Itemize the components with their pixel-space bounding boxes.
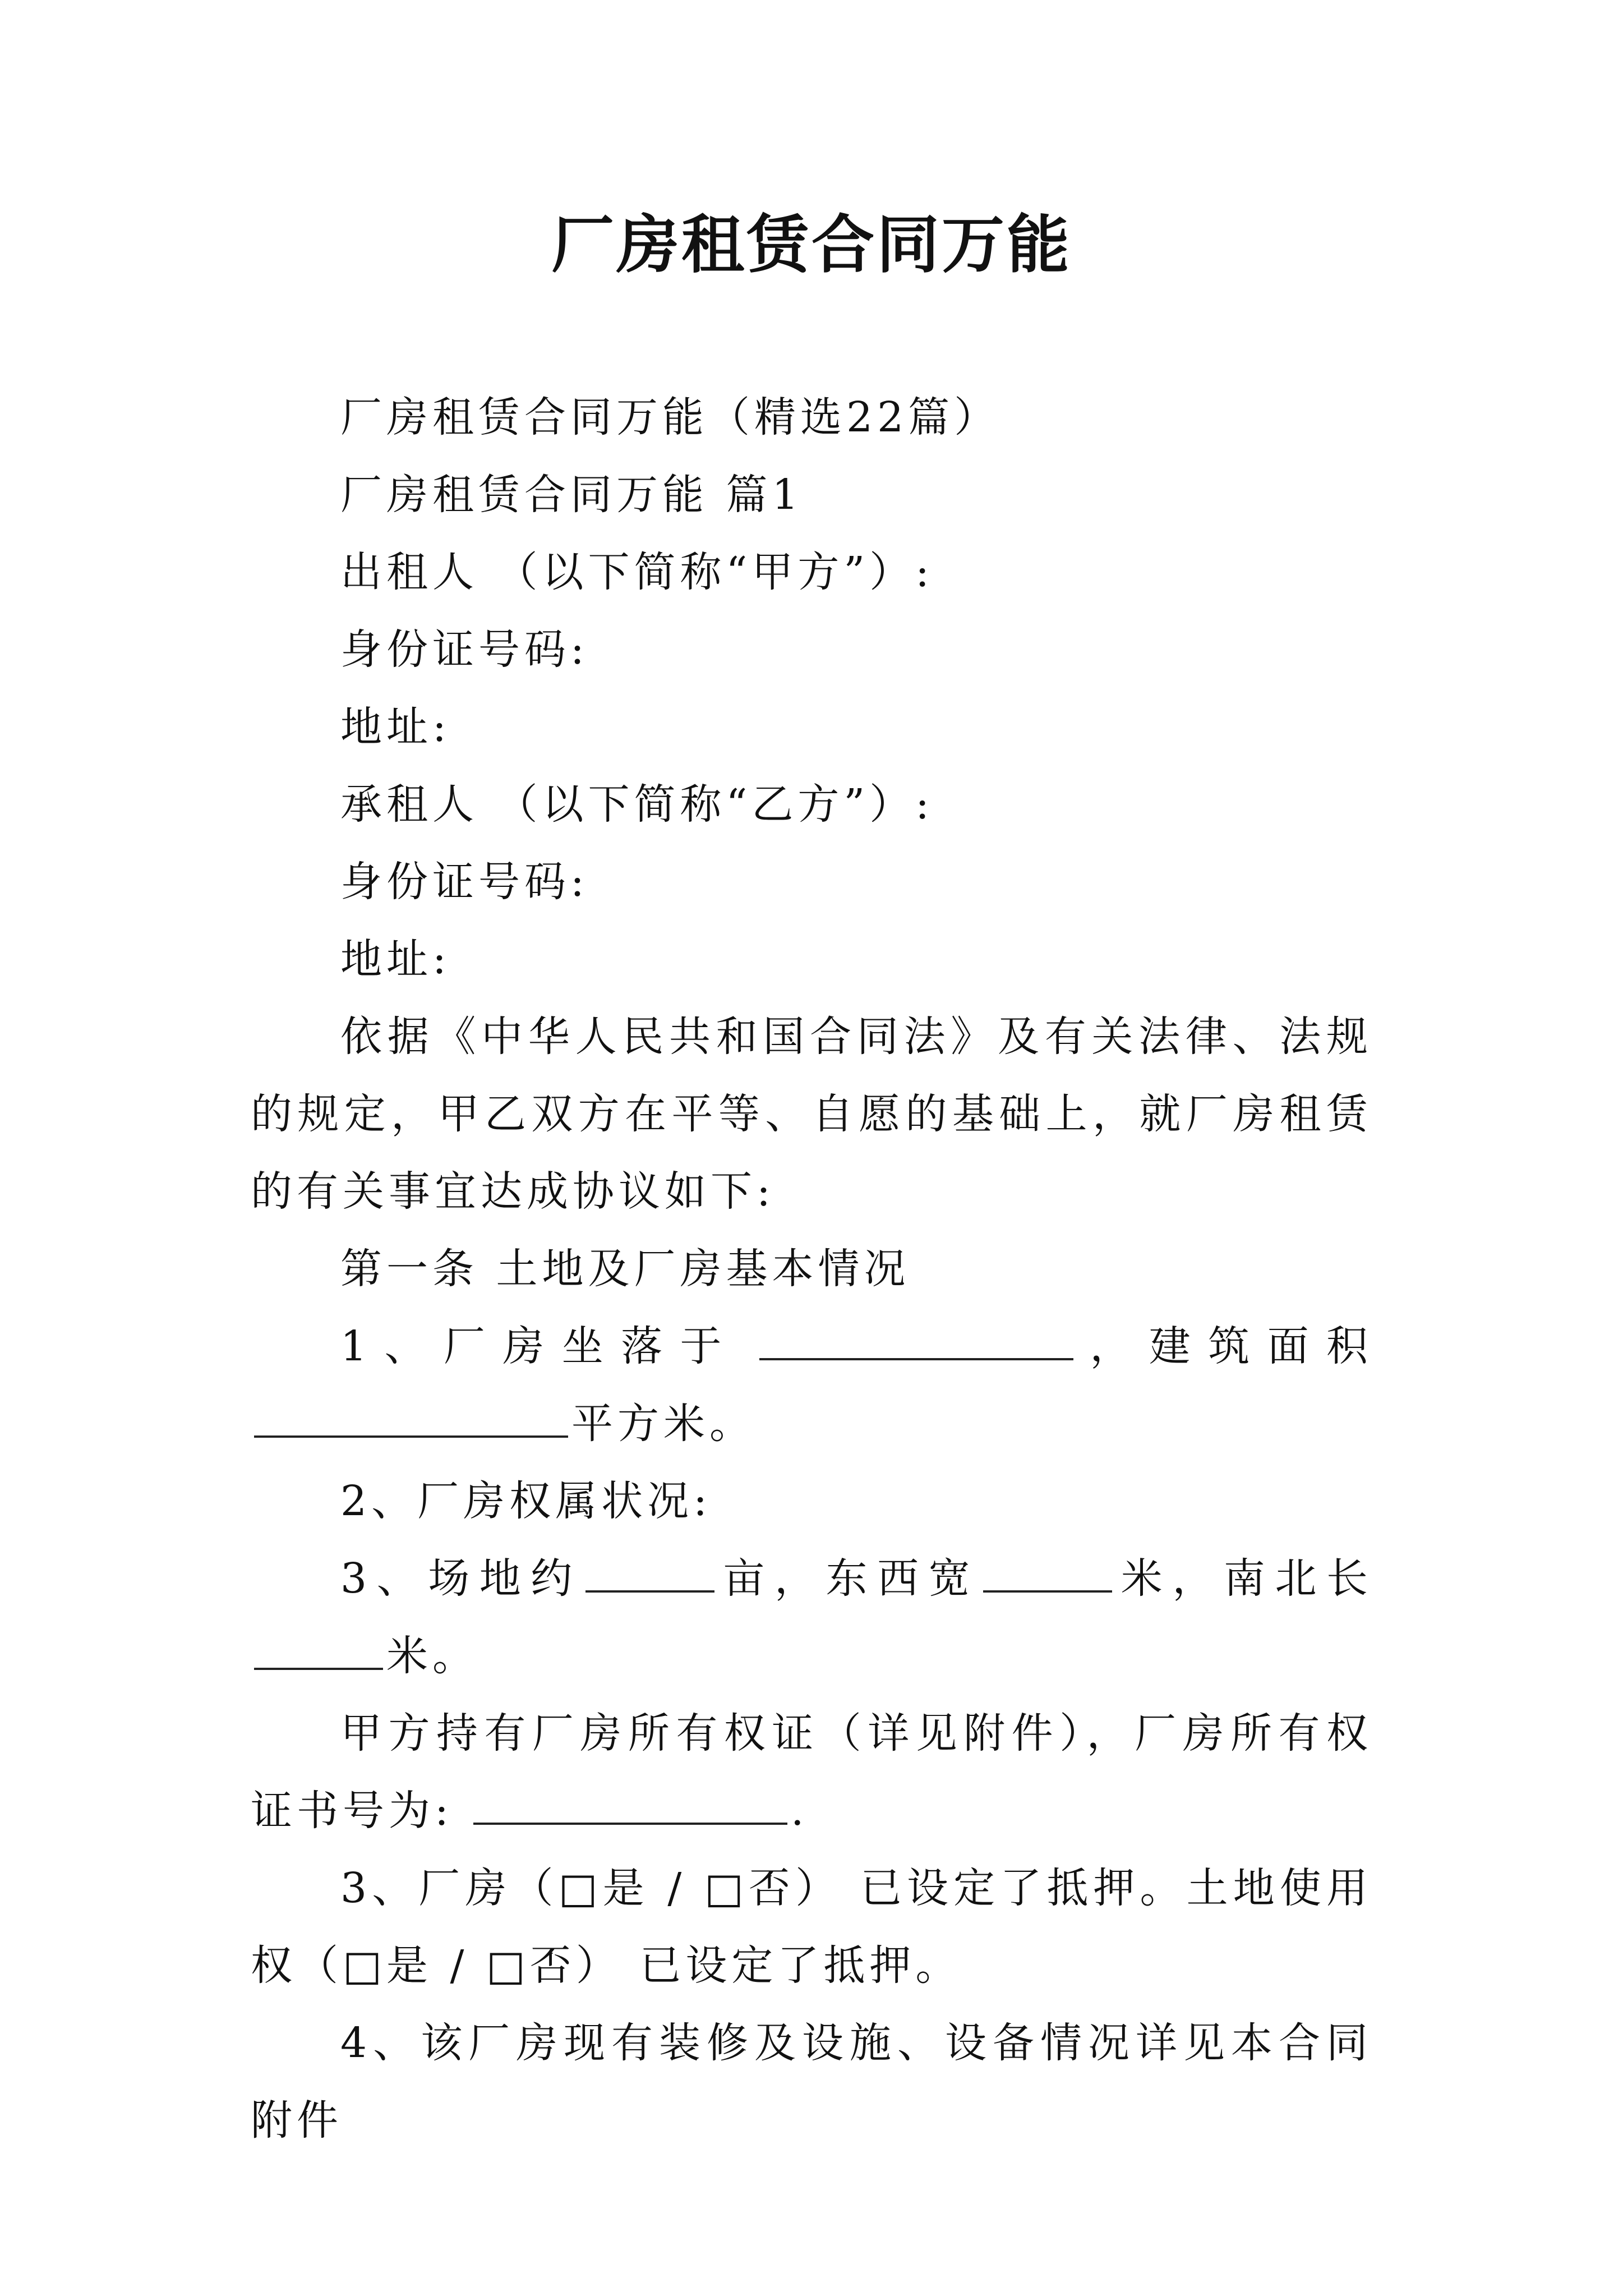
item-3-paragraph [251,1540,1372,1695]
location-blank [759,1321,1073,1360]
item-3-text-b: 亩，东西宽 [717,1554,980,1603]
area-blank [254,1398,568,1438]
width-blank [983,1553,1112,1593]
subtitle: 厂房租赁合同万能（精选22篇） [340,393,1000,441]
item-1-paragraph [251,1308,1372,1462]
item-2-paragraph: 2、厂房权属状况: [340,1477,712,1525]
item-3-text-d: 米。 [386,1632,478,1680]
section-heading: 厂房租赁合同万能 篇1 [340,471,803,519]
item-3-text-c: 米，南北长 [1115,1554,1373,1603]
preamble-paragraph: 依据《中华人民共和国合同法》及有关法律、法规的规定，甲乙双方在平等、自愿的基础上，就厂房租赁的有关事宜达成协议如下: [251,1013,1372,1216]
item-4-paragraph: 4、该厂房现有装修及设施、设备情况详见本合同附件 [251,2019,1372,2145]
item-1-text-b: ，建筑面积 [1076,1322,1372,1370]
certificate-paragraph [251,1695,1372,1849]
mortgage-paragraph: 3、厂房（□是 / □否） 已设定了抵押。土地使用权（□是 / □否） 已设定了抵押。 [251,1864,1372,1990]
certificate-text-a: 甲方持有厂房所有权证（详见附件），厂房所有权证书号为: [251,1709,1372,1835]
acre-blank [585,1553,714,1593]
item-3-text-a: 3、场地约 [340,1554,582,1603]
lessee-line: 承租人 （以下简称“乙方”）: [340,780,934,829]
document-title: 厂房租赁合同万能 [551,208,1072,282]
certificate-number-blank [473,1786,787,1825]
lessor-id-line: 身份证号码: [340,625,589,674]
article-1-heading: 第一条 土地及厂房基本情况 [340,1245,910,1293]
lessee-address-line: 地址: [340,935,451,983]
length-blank [254,1631,383,1670]
item-1-text-c: 平方米。 [571,1400,755,1448]
lessor-address-line: 地址: [340,703,451,751]
lessee-id-line: 身份证号码: [340,858,589,906]
certificate-text-b: . [790,1787,809,1835]
document-body [251,379,1372,2159]
item-1-text-a: 1、厂房坐落于 [340,1322,739,1370]
lessor-line: 出租人 （以下简称“甲方”）: [340,548,934,596]
